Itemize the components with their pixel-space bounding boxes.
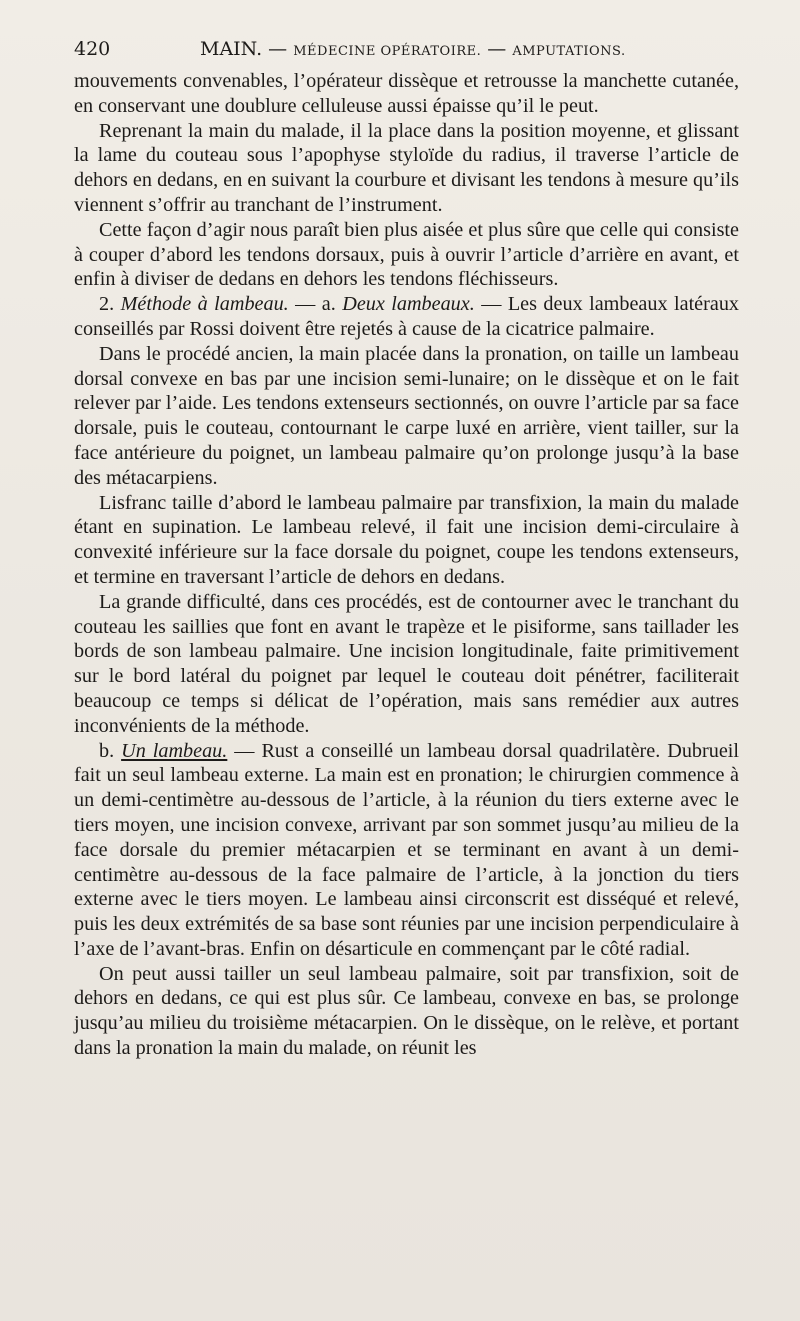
section-title: Méthode à lambeau. — [120, 293, 289, 316]
paragraph: Cette façon d’agir nous paraît bien plus aisée et plus sûre que celle qui consiste à couper d’abord les tendons dorsaux, puis à ouvrir l’article d’arrière en avant, et enfin à diviser de dedans en dehors les tendons fléchisseurs. — [74, 218, 739, 291]
subsection-title: Deux lambeaux. — [342, 293, 475, 316]
paragraph-single-flap — [74, 739, 739, 962]
running-head-dash: — — [262, 38, 294, 60]
paragraph: Dans le procédé ancien, la main placée dans la pronation, on taille un lambeau dorsal convexe en bas par une incision semi-lunaire; on le dissèque et on le fait relever par l’aide. Les tendons extenseurs sectionnés, on ouvre l’article par sa face dorsale, puis le couteau, contournant le carpe luxé en arrière, vient tailler, sur la face antérieure du poignet, un lambeau palmaire qu’on prolonge jusqu’à la base des métacarpiens. — [74, 342, 739, 489]
running-head-chapter: AMPUTATIONS. — [512, 44, 626, 59]
paragraph-text: — Les deux lambeaux latéraux conseillés par Rossi doivent être rejetés à cause de la cicatrice palmaire. — [74, 293, 740, 340]
page-number: 420 — [74, 38, 111, 60]
running-head-section: MÉDECINE OPÉRATOIRE. — [293, 44, 482, 59]
paragraph: Lisfranc taille d’abord le lambeau palmaire par transfixion, la main du malade étant en supination. Le lambeau relevé, il fait une incision demi-circulaire à convexité inférieure sur la face dorsale du poignet, coupe les tendons extenseurs, et termine en traversant l’article de dehors en dedans. — [74, 491, 739, 588]
section-number: 2. — [99, 293, 121, 316]
section-separator: — a. — [288, 293, 343, 316]
subsection-title: Un lambeau. — [121, 739, 228, 762]
running-head-main: MAIN. — [200, 38, 263, 60]
paragraph: La grande difficulté, dans ces procédés, est de contourner avec le tranchant du couteau les saillies que font en avant le trapèze et le pisiforme, sans taillader les bords de son lambeau palmaire. Une incision longitudinale, faite primitivement sur le bord latéral du poignet par lequel le couteau doit pénétrer, faciliterait beaucoup ce temps si délicat de l’opération, mais sans remédier aux autres inconvénients de la méthode. — [74, 590, 739, 737]
paragraph-text: — Rust a conseillé un lambeau dorsal quadrilatère. Dubrueil fait un seul lambeau externe. La main est en pronation; le chirurgien commence à un demi-centimètre au-dessous de l’article, à la réunion du tiers externe avec le tiers moyen, une incision convexe, arrivant par son sommet jusqu’au milieu de la face dorsale du premier métacarpien et se terminant en avant à un demi-centimètre au-dessous de la face palmaire de l’article, à la jonction du tiers externe avec le tiers moyen. Le lambeau ainsi circonscrit est disséqué et relevé, puis les deux extrémités de sa base sont réunies par une incision perpendiculaire à l’axe de l’avant-bras. Enfin on désarticule en commençant par le côté radial. — [74, 739, 740, 960]
running-head — [200, 38, 626, 60]
running-head-dash: — — [481, 38, 513, 60]
paragraph: On peut aussi tailler un seul lambeau palmaire, soit par transfixion, soit de dehors en dedans, ce qui est plus sûr. Ce lambeau, convexe en bas, se prolonge jusqu’au milieu du troisième métacarpien. On le dissèque, on le relève, et portant dans la pronation la main du malade, on réunit les — [74, 962, 739, 1060]
page-header — [74, 38, 739, 64]
paragraph: mouvements convenables, l’opérateur dissèque et retrousse la manchette cutanée, en conservant une doublure celluleuse aussi épaisse qu’il le peut. — [74, 70, 739, 117]
body-text — [74, 69, 739, 1061]
subsection-number: b. — [99, 739, 122, 762]
paragraph-method-flap — [74, 292, 739, 342]
paragraph: Reprenant la main du malade, il la place dans la position moyenne, et glissant la lame du couteau sous l’apophyse styloïde du radius, il traverse l’article de dehors en dedans, en en suivant la courbure et divisant les tendons à mesure qu’ils viennent s’offrir au tranchant de l’instrument. — [74, 119, 739, 216]
